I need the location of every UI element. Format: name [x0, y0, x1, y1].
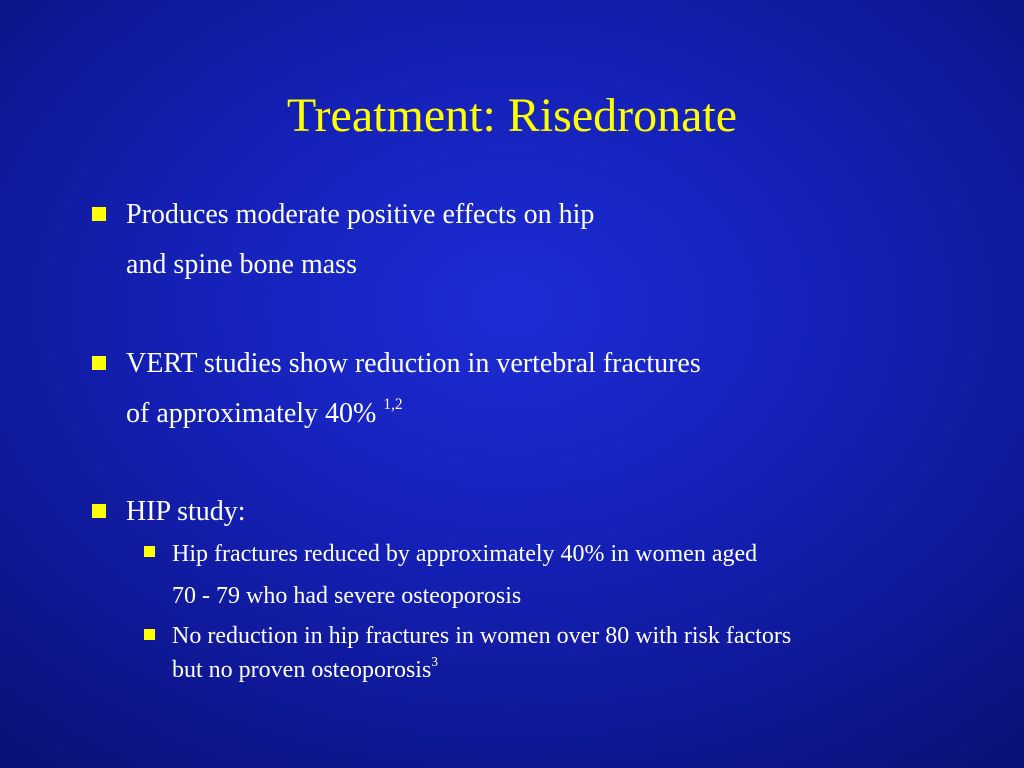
slide-title: Treatment: Risedronate — [286, 89, 738, 142]
bullet-1-line-2: and spine bone mass — [126, 249, 357, 280]
bullet-2-line-1: VERT studies show reduction in vertebral fractures — [126, 348, 701, 379]
bullet-1-line-1: Produces moderate positive effects on hip — [126, 199, 595, 230]
bullet-square-icon — [92, 504, 106, 518]
subbullet-square-icon — [144, 546, 155, 557]
subbullet-2-line-2-text: but no proven osteoporosis — [172, 657, 432, 683]
citation-ref: 3 — [431, 653, 438, 669]
bullet-2-line-2-text: of approximately 40% — [126, 398, 377, 429]
subbullet-1-line-1: Hip fractures reduced by approximately 40% in women aged — [172, 541, 758, 567]
bullet-3-line-1: HIP study: — [126, 496, 246, 527]
subbullet-1-line-2: 70 - 79 who had severe osteoporosis — [172, 583, 522, 609]
bullet-square-icon — [92, 356, 106, 370]
subbullet-1 — [172, 539, 757, 611]
subbullet-2-line-2 — [172, 655, 791, 688]
bullet-2 — [126, 347, 701, 435]
subbullet-2 — [172, 621, 791, 688]
subbullet-2-line-1: No reduction in hip fractures in women over 80 with risk factors — [172, 623, 792, 649]
bullet-3 — [126, 495, 246, 529]
subbullet-square-icon — [144, 629, 155, 640]
citation-ref: 1,2 — [383, 395, 403, 413]
bullet-1 — [126, 198, 594, 282]
bullet-2-line-2 — [126, 397, 701, 435]
bullet-square-icon — [92, 207, 106, 221]
